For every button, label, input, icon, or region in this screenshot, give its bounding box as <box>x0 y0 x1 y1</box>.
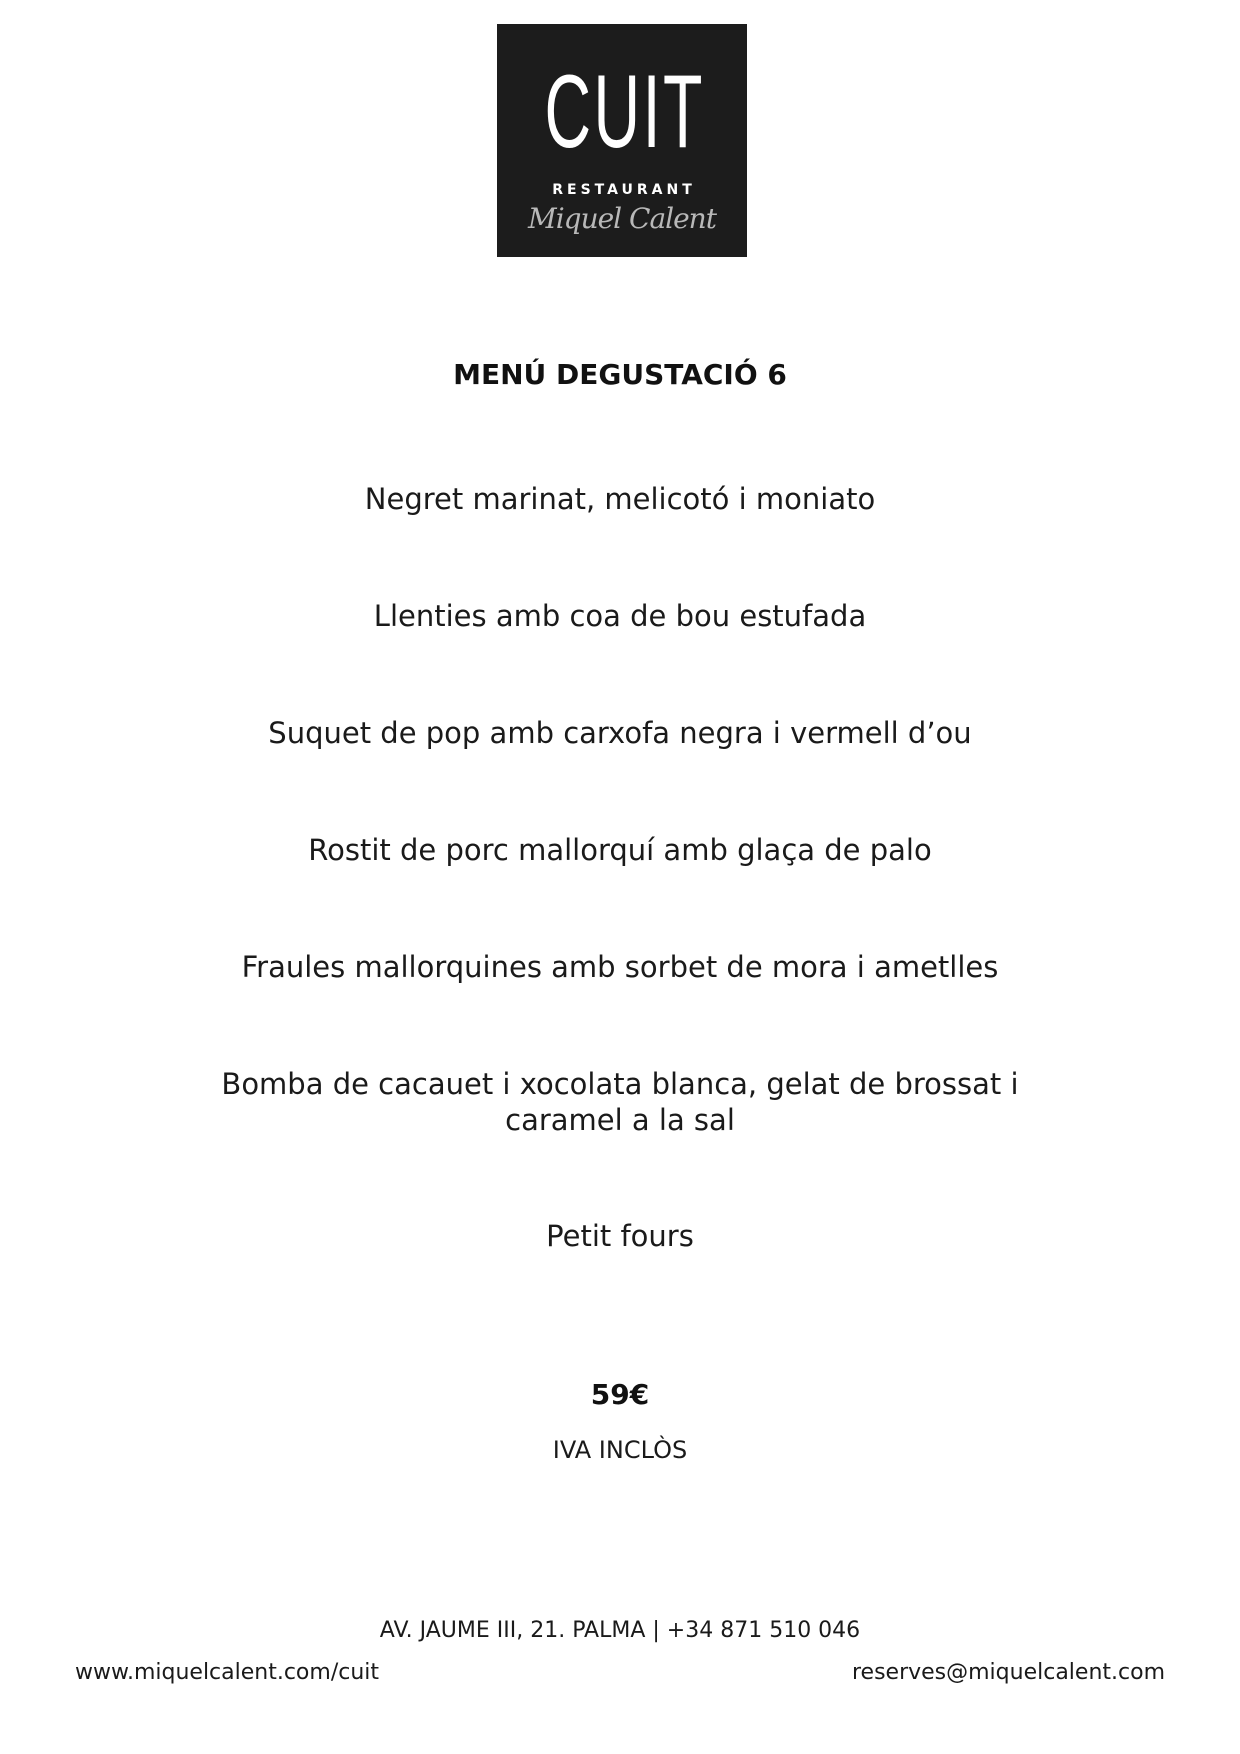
dish-item: Suquet de pop amb carxofa negra i vermell d’ou <box>268 716 972 750</box>
footer-address: AV. JAUME III, 21. PALMA | +34 871 510 046 <box>379 1618 861 1643</box>
restaurant-logo <box>497 24 747 257</box>
dish-item: Negret marinat, melicotó i moniato <box>364 482 876 516</box>
dish-item: Fraules mallorquines amb sorbet de mora i ametlles <box>241 950 999 984</box>
logo-signature: Miquel Calent <box>528 202 716 235</box>
footer-website: www.miquelcalent.com/cuit <box>75 1660 380 1685</box>
dish-item: Bomba de cacauet i xocolata blanca, gelat de brossat i caramel a la sal <box>221 1067 1019 1137</box>
logo-subtitle: RESTAURANT <box>552 182 696 198</box>
footer-email: reserves@miquelcalent.com <box>851 1660 1165 1685</box>
tax-note: IVA INCLÒS <box>552 1436 688 1464</box>
logo-name: CUIT <box>544 54 705 170</box>
menu-title: MENÚ DEGUSTACIÓ 6 <box>453 358 787 391</box>
dish-item: Llenties amb coa de bou estufada <box>373 599 867 633</box>
menu-price: 59€ <box>590 1378 650 1411</box>
dish-item: Petit fours <box>546 1219 694 1253</box>
dish-item: Rostit de porc mallorquí amb glaça de palo <box>308 833 932 867</box>
